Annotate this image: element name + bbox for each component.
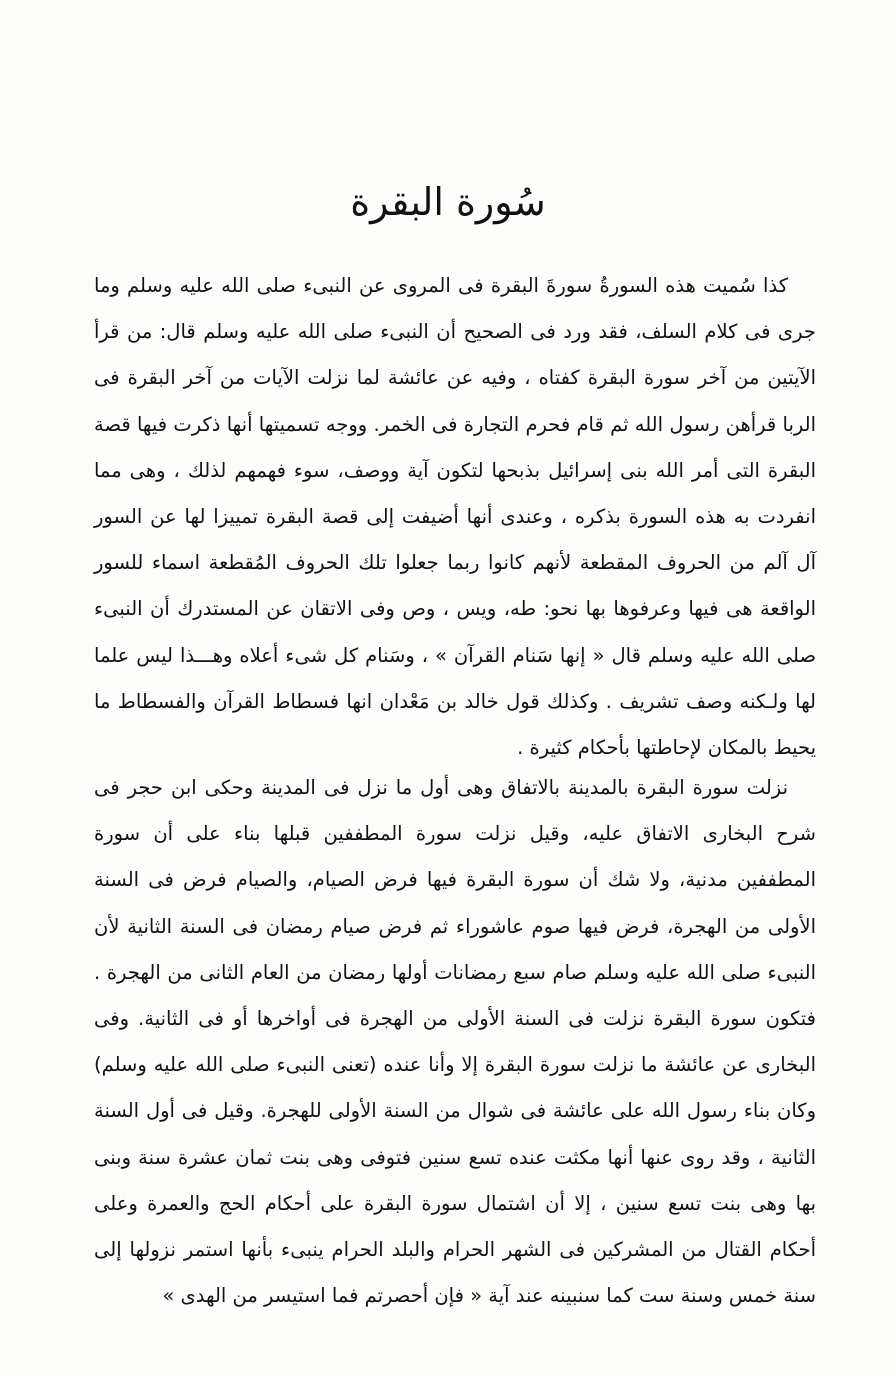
paragraph-naming-text: كذا سُميت هذه السورةُ سورةَ البقرة فى المروى عن النبىء صلى الله عليه وسلم وما جرى فى كلام السلف، فقد ورد فى الصحيح أن النبىء صلى الله عليه وسلم قال: من قرأ الآيتين من آخر سورة البقرة كفتاه ، وفيه عن عائشة لما نزلت الآيات من آخر البقرة فى الربا قرأهن رسول الله ثم قام فحرم التجارة فى الخمر. ووجه تسميتها أنها ذكرت فيها قصة البقرة التى أمر الله بنى إسرائيل بذبحها لتكون آية ووصف، سوء فهمهم لذلك ، وهى مما انفردت به هذه السورة بذكره ، وعندى أنها أضيفت إلى قصة البقرة تمييزا لها عن السور آل آلم من الحروف المقطعة لأنهم كانوا ربما جعلوا تلك الحروف المُقطعة اسماء للسور الواقعة هى فيها وعرفوها بها نحو: طه، ويس ، وص وفى الاتقان عن المستدرك أن النبىء صلى الله عليه وسلم قال « إنها سَنام القرآن » ، وسَنام كل شىء أعلاه وهـــذا ليس علما لها ولـكنه وصف تشريف . وكذلك قول خالد بن مَعْدان انها فسطاط القرآن والفسطاط ما يحيط بالمكان لإحاطتها بأحكام كثيرة . (94, 274, 816, 760)
paragraph-naming (94, 263, 816, 771)
paragraph-revelation-text: نزلت سورة البقرة بالمدينة بالاتفاق وهى أول ما نزل فى المدينة وحكى ابن حجر فى شرح البخارى الاتفاق عليه، وقيل نزلت سورة المطففين قبلها بناء على أن سورة المطففين مدنية، ولا شك أن سورة البقرة فيها فرض الصيام، والصيام فرض فى السنة الأولى من الهجرة، فرض فيها صوم عاشوراء ثم فرض صيام رمضان فى السنة الثانية لأن النبىء صلى الله عليه وسلم صام سبع رمضانات أولها رمضان من العام الثانى من الهجرة . فتكون سورة البقرة نزلت فى السنة الأولى من الهجرة فى أواخرها أو فى الثانية. وفى البخارى عن عائشة ما نزلت سورة البقرة إلا وأنا عنده (تعنى النبىء صلى الله عليه وسلم) وكان بناء رسول الله على عائشة فى شوال من السنة الأولى للهجرة. وقيل فى أول السنة الثانية ، وقد روى عنها أنها مكثت عنده تسع سنين فتوفى وهى بنت ثمان عشرة سنة وبنى بها وهى بنت تسع سنين ، إلا أن اشتمال سورة البقرة على أحكام الحج والعمرة وعلى أحكام القتال من المشركين فى الشهر الحرام والبلد الحرام ينبىء بأنها استمر نزولها إلى سنة خمس وسنة ست كما سنبينه عند آية « فإن أحصرتم فما استيسر من الهدى » (94, 776, 816, 1308)
paragraph-revelation (94, 765, 816, 1319)
surah-title: سُورة البقرة (350, 180, 546, 224)
